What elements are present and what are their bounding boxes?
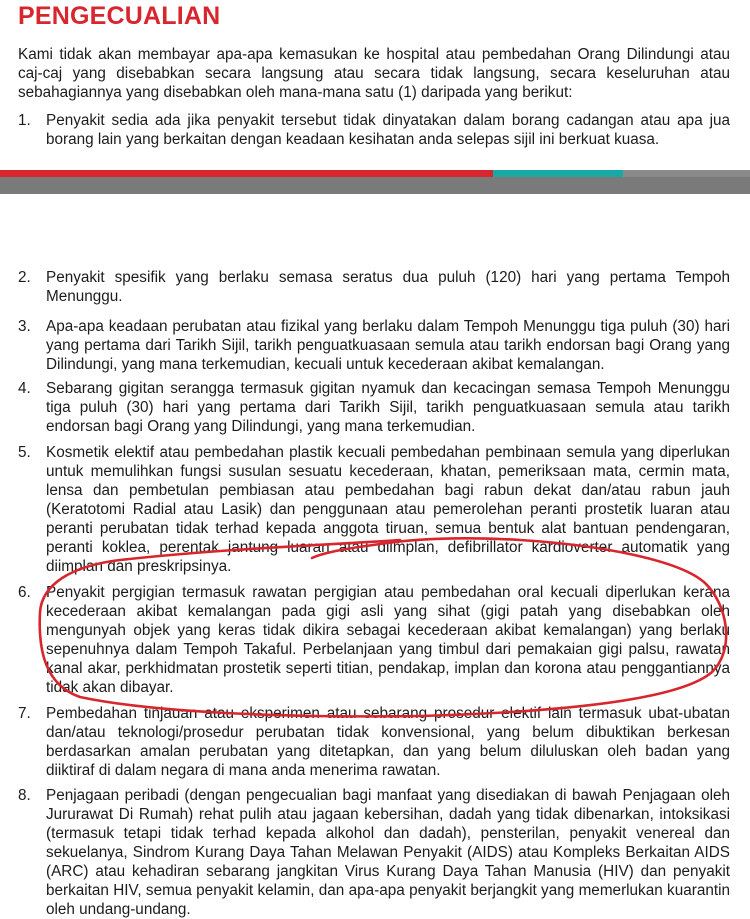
item-text: Penjagaan peribadi (dengan pengecualian bagi manfaat yang disediakan di bawah Penjagaan oleh Jururawat Di Rumah) rehat pulih atau jagaan kebersihan, dadah yang tidak dibenarkan, intoksikasi (termasuk tetapi tidak terhad kepada alkohol dan dadah), pensterilan, penyakit venereal dan sekuelanya, Sindrom Kurang Daya Tahan Melawan Penyakit (AIDS) atau Kompleks Berkaitan AIDS (ARC) atau kehadiran sebarang jangkitan Virus Kurang Daya Tahan Manusia (HIV) dan penyakit berkaitan HIV, semua penyakit kelamin, dan apa-apa penyakit berjangkit yang memerlukan kuarantin oleh undang-undang. — [46, 787, 730, 918]
item-text: Pembedahan tinjauan atau eksperimen atau sebarang prosedur elektif lain termasuk ubat-ubatan dan/atau teknologi/prosedur perubatan tidak konvensional, yang belum dibuktikan berkesan berdasarkan amalan perubatan yang ditetapkan, dan yang belum diluluskan oleh badan yang diiktiraf di dalam negara di mana anda menerima rawatan. — [46, 705, 730, 779]
list-item-5 — [18, 443, 730, 576]
divider-teal-segment — [493, 170, 623, 177]
divider-gray-band — [0, 177, 750, 194]
color-divider-bar — [0, 170, 750, 194]
item-number: 1. — [18, 112, 31, 129]
item-number: 5. — [18, 444, 31, 461]
list-item-7 — [18, 704, 730, 780]
item-number: 6. — [18, 584, 31, 601]
divider-gray-right-segment — [623, 170, 750, 177]
item-text: Sebarang gigitan serangga termasuk gigitan nyamuk dan kecacingan semasa Tempoh Menunggu tiga puluh (30) hari yang pertama dari Tarikh Sijil, tarikh penguatkuasaan semula atau tarikh endorsan bagi Orang yang Dilindungi, yang mana terkemudian. — [46, 380, 730, 435]
intro-paragraph: Kami tidak akan membayar apa-apa kemasukan ke hospital atau pembedahan Orang Dilindungi atau caj-caj yang disebabkan secara langsung atau secara tidak langsung, secara keseluruhan atau sebahagiannya yang disebabkan oleh mana-mana satu (1) daripada yang berikut: — [18, 46, 730, 101]
item-text: Penyakit sedia ada jika penyakit tersebut tidak dinyatakan dalam borang cadangan atau apa jua borang lain yang berkaitan dengan keadaan kesihatan anda selepas sijil ini berkuat kuasa. — [46, 112, 730, 148]
divider-red-segment — [0, 170, 493, 177]
list-item-4 — [18, 379, 730, 436]
item-number: 8. — [18, 787, 31, 804]
page-heading: PENGECUALIAN — [18, 2, 221, 30]
item-number: 2. — [18, 269, 31, 286]
item-number: 3. — [18, 318, 31, 335]
item-text: Apa-apa keadaan perubatan atau fizikal yang berlaku dalam Tempoh Menunggu tiga puluh (30) hari yang pertama dari Tarikh Sijil, tarikh penguatkuasaan semula atau tarikh endorsan bagi Orang yang Dilindungi, yang mana terkemudian, kecuali untuk kecederaan akibat kemalangan. — [46, 318, 730, 373]
item-number: 4. — [18, 380, 31, 397]
list-item-2 — [18, 268, 730, 306]
list-item-6 — [18, 583, 730, 697]
list-item-8 — [18, 786, 730, 919]
item-number: 7. — [18, 705, 31, 722]
item-text: Kosmetik elektif atau pembedahan plastik kecuali pembedahan pembinaan semula yang diperlukan untuk memulihkan fungsi susulan sesuatu kecederaan, khatan, pemeriksaan mata, cermin mata, lensa dan pembetulan pembiasan atau pembedahan bagi rabun dekat dan/atau rabun jauh (Keratotomi Radial atau Lasik) dan penggunaan atau pemerolehan peranti prostetik luaran atau peranti perubatan tidak terhad kepada anggota tiruan, semua bentuk alat bantuan pendengaran, peranti koklea, perentak jantung luaran atau diimplan, defibrillator kardioverter automatik yang diimplan dan preskripsinya. — [46, 444, 730, 575]
list-item-3 — [18, 317, 730, 374]
item-text: Penyakit pergigian termasuk rawatan pergigian atau pembedahan oral kecuali diperlukan kerana kecederaan akibat kemalangan pada gigi asli yang sihat (gigi patah yang disebabkan oleh mengunyah objek yang keras tidak dikira sebagai kecederaan akibat kemalangan) yang berlaku sepenuhnya dalam Tempoh Takaful. Perbelanjaan yang timbul dari pemakaian gigi palsu, rawatan kanal akar, perkhidmatan prostetik seperti titian, pendakap, implan dan korona atau penggantiannya tidak akan dibayar. — [46, 584, 730, 696]
list-item-1 — [18, 111, 730, 149]
item-text: Penyakit spesifik yang berlaku semasa seratus dua puluh (120) hari yang pertama Tempoh Menunggu. — [46, 269, 730, 305]
